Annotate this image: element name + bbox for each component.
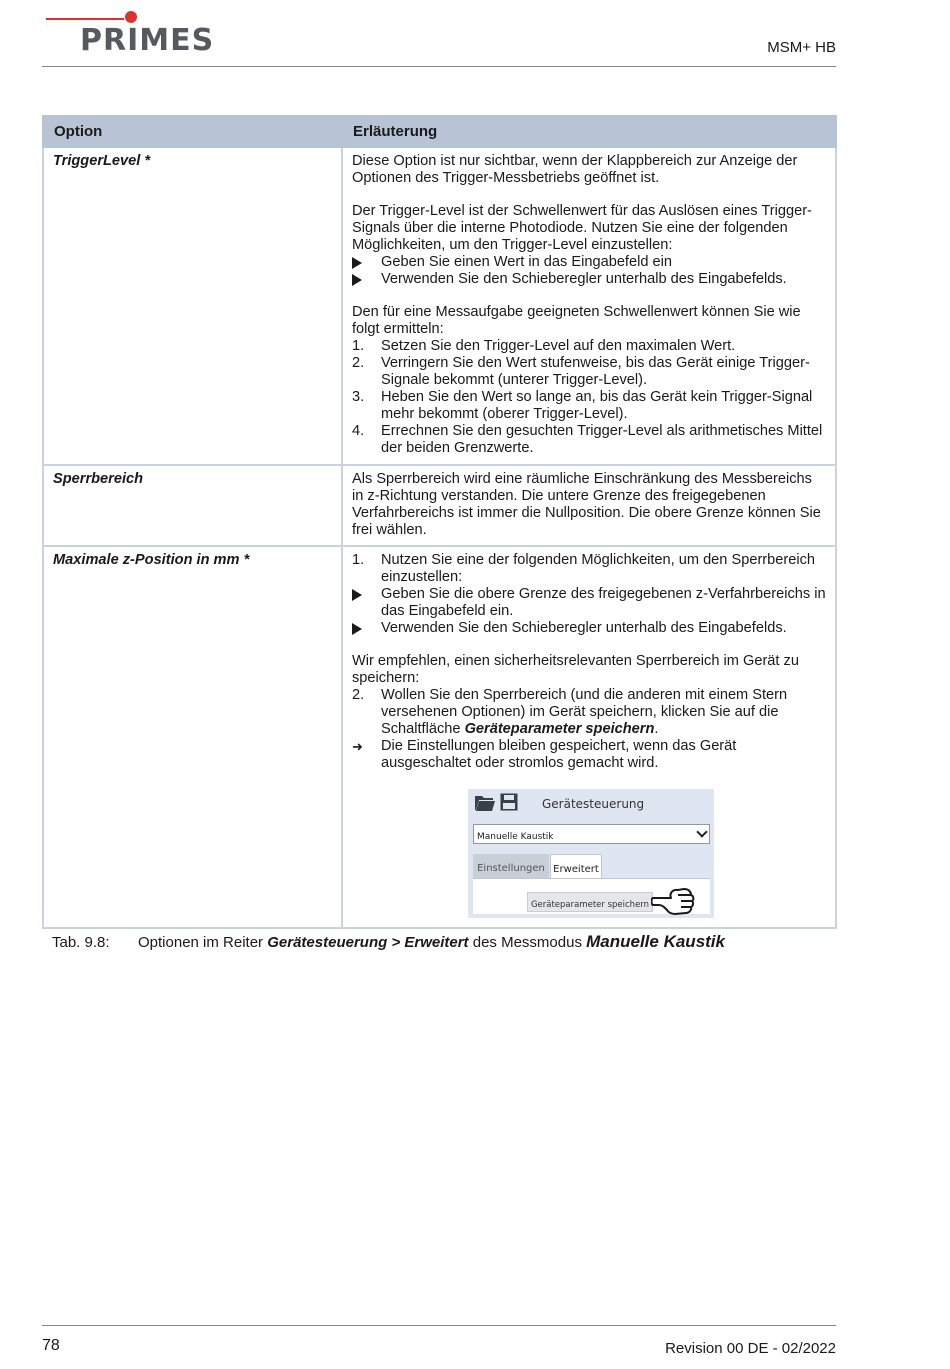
paragraph-block [352,552,826,637]
option-name: Maximale z-Position in mm * [43,546,342,928]
bullet-item [352,586,826,620]
step-number: 2. [352,355,365,371]
pane-title: Gerätesteuerung [542,797,645,811]
paragraph: Diese Option ist nur sichtbar, wenn der Klappbereich zur Anzeige der Optionen des Trigger-Messbetriebs geöffnet ist. [352,153,798,186]
numbered-step [352,552,826,586]
chevron-down-icon [696,826,707,837]
bullet-text: Verwenden Sie den Schieberegler unterhalb des Eingabefelds. [381,271,787,287]
table-row [43,147,836,465]
numbered-step [352,389,826,423]
step-number: 1. [352,338,365,354]
page-number: 78 [42,1337,60,1354]
result-arrow-icon: ➜ [352,739,363,754]
step-number: 2. [352,687,365,703]
table-row [43,465,836,546]
logo-wordmark: PRIMES [80,23,215,58]
option-explanation [342,546,836,928]
step-text: Verringern Sie den Wert stufenweise, bis das Gerät einige Trigger-Signale bekommt (unterer Trigger-Level). [381,355,810,388]
step-number: 3. [352,389,365,405]
paragraph-block [352,304,826,457]
primes-logo [46,8,226,60]
step-text: Setzen Sie den Trigger-Level auf den maximalen Wert. [381,338,736,354]
options-table [42,115,837,929]
column-header-explanation: Erläuterung [342,116,836,147]
header-divider [42,66,836,67]
paragraph: Den für eine Messaufgabe geeigneten Schwellenwert können Sie wie folgt ermitteln: [352,304,801,337]
paragraph: Als Sperrbereich wird eine räumliche Einschränkung des Messbereichs in z-Richtung verstanden. Die untere Grenze des freigegebenen Verfahrbereichs ist immer die Nullposition. Die obere Grenze können Sie frei wählen. [352,471,821,538]
tab-erweitert[interactable]: Erweitert [550,854,602,878]
paragraph: Wir empfehlen, einen sicherheitsrelevanten Sperrbereich im Gerät zu speichern: [352,653,799,686]
save-parameters-reference: Geräteparameter speichern [464,721,655,737]
revision-label: Revision 00 DE - 02/2022 [665,1340,836,1357]
logo-dot [125,11,137,23]
option-explanation [342,465,836,546]
triangle-bullet-icon [352,620,378,640]
table-caption [52,932,725,952]
table-header-row [43,116,836,147]
numbered-step [352,355,826,389]
caption-mode-name: Manuelle Kaustik [586,932,725,951]
numbered-step [352,338,826,355]
triangle-bullet-icon [352,586,378,606]
tab-einstellungen[interactable]: Einstellungen [473,854,549,878]
footer-divider [42,1325,836,1326]
save-icon[interactable] [500,793,518,811]
bullet-item [352,271,826,288]
bullet-item [352,254,826,271]
save-device-parameters-button[interactable]: Geräteparameter speichern [527,892,653,912]
numbered-step [352,687,826,738]
select-value: Manuelle Kaustik [477,832,554,842]
table-row [43,546,836,928]
step-text: Wollen Sie den Sperrbereich (und die anderen mit einem Stern versehenen Optionen) im Gerät speichern, klicken Sie auf die Schaltfläche Geräteparameter speichern. [381,687,788,737]
bullet-text: Verwenden Sie den Schieberegler unterhalb des Eingabefelds. [381,620,787,636]
option-name: Sperrbereich [43,465,342,546]
bullet-text: Geben Sie einen Wert in das Eingabefeld ein [381,254,672,270]
option-explanation [342,147,836,465]
result-text: Die Einstellungen bleiben gespeichert, wenn das Gerät ausgeschaltet oder stromlos gemacht wird. [381,738,737,771]
option-name: TriggerLevel * [43,147,342,465]
paragraph-block [352,203,826,288]
step-text: Nutzen Sie eine der folgenden Möglichkeiten, um den Sperrbereich einzustellen: [381,552,816,585]
step-text: Errechnen Sie den gesuchten Trigger-Level als arithmetisches Mittel der beiden Grenzwerte. [381,423,823,456]
triangle-bullet-icon [352,271,378,291]
device-control-screenshot [468,789,714,918]
open-folder-icon[interactable] [475,794,495,811]
pointing-hand-icon [651,883,697,917]
caption-text: des Messmodus [468,934,587,951]
document-title: MSM+ HB [767,39,836,56]
step-text: Heben Sie den Wert so lange an, bis das Gerät kein Trigger-Signal mehr bekommt (oberer Trigger-Level). [381,389,813,422]
paragraph-block [352,653,826,772]
result-item [352,738,826,772]
step-number: 4. [352,423,365,439]
logo-line [46,18,124,20]
paragraph: Der Trigger-Level ist der Schwellenwert für das Auslösen eines Trigger-Signals über die interne Photodiode. Nutzen Sie eine der folgenden Möglichkeiten, um den Trigger-Level einzustellen: [352,203,812,253]
column-header-option: Option [43,116,342,147]
numbered-step [352,423,826,457]
measurement-mode-select[interactable] [473,824,710,844]
caption-label: Tab. 9.8: [52,934,110,951]
bullet-item [352,620,826,637]
bullet-text: Geben Sie die obere Grenze des freigegebenen z-Verfahrbereichs in das Eingabefeld ein. [381,586,826,619]
caption-text: Optionen im Reiter [138,934,268,951]
step-number: 1. [352,552,365,568]
caption-bold-path: Gerätesteuerung > Erweitert [267,934,469,951]
